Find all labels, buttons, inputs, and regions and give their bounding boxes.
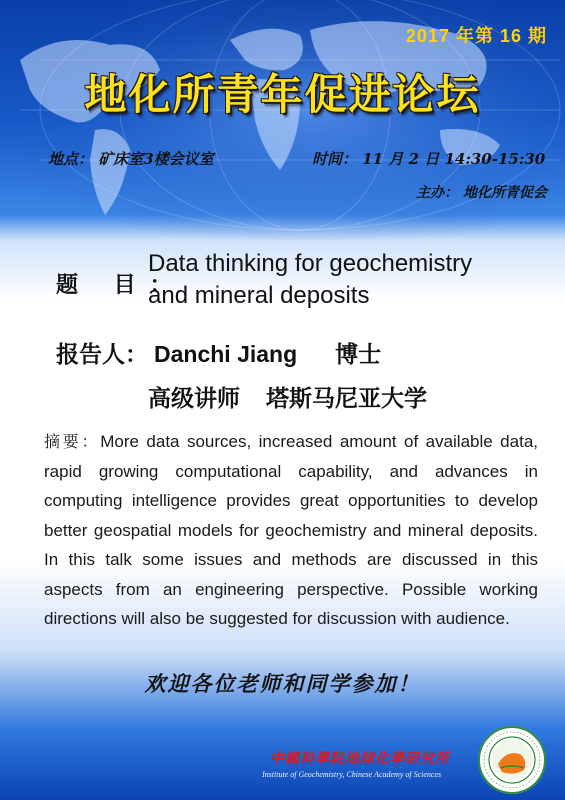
abstract	[44, 427, 538, 634]
institute-name-cn: 中國科學院地球化學研究所	[270, 751, 450, 767]
speaker-name: Danchi Jiang	[154, 341, 298, 367]
location-value: 矿床室3楼会议室	[98, 150, 214, 168]
abstract-text: More data sources, increased amount of available data, rapid growing computational capability, and advances in computing intelligence provides great opportunities to develop better geospatial models for geochemistry and mineral deposits. In this talk some issues and methods are discussed in this aspects from an engineering perspective. Possible working directions will also be suggested for discussion with audience.	[44, 432, 538, 628]
speaker-position: 高级讲师	[148, 386, 240, 412]
host	[416, 182, 547, 202]
welcome-message: 欢迎各位老师和同学参加！	[144, 671, 421, 696]
host-label: 主办：	[416, 185, 459, 201]
time	[312, 148, 545, 169]
issue-number: 2017 年第 16 期	[405, 26, 547, 46]
speaker	[56, 336, 381, 369]
topic-line-1: Data thinking for geochemistry	[148, 250, 473, 277]
location-label: 地点：	[48, 150, 94, 168]
topic-title	[148, 248, 548, 312]
time-label: 时间：	[312, 150, 358, 168]
institute-seal-logo	[476, 724, 548, 796]
topic-label: 题 目：	[56, 273, 186, 298]
speaker-affiliation-line	[148, 380, 427, 413]
speaker-affiliation: 塔斯马尼亚大学	[266, 386, 427, 412]
institute-name-en: Institute of Geochemistry, Chinese Academy of Sciences	[262, 770, 442, 779]
speaker-degree: 博士	[335, 342, 382, 368]
abstract-label: 摘要：	[44, 432, 101, 451]
host-value: 地化所青促会	[463, 185, 547, 201]
location	[48, 148, 214, 169]
forum-title: 地化所青年促进论坛	[84, 70, 481, 119]
time-value: 11 月 2 日 14:30-15:30	[362, 150, 546, 168]
speaker-label: 报告人：	[56, 342, 148, 368]
topic-line-2: and mineral deposits	[148, 282, 370, 309]
